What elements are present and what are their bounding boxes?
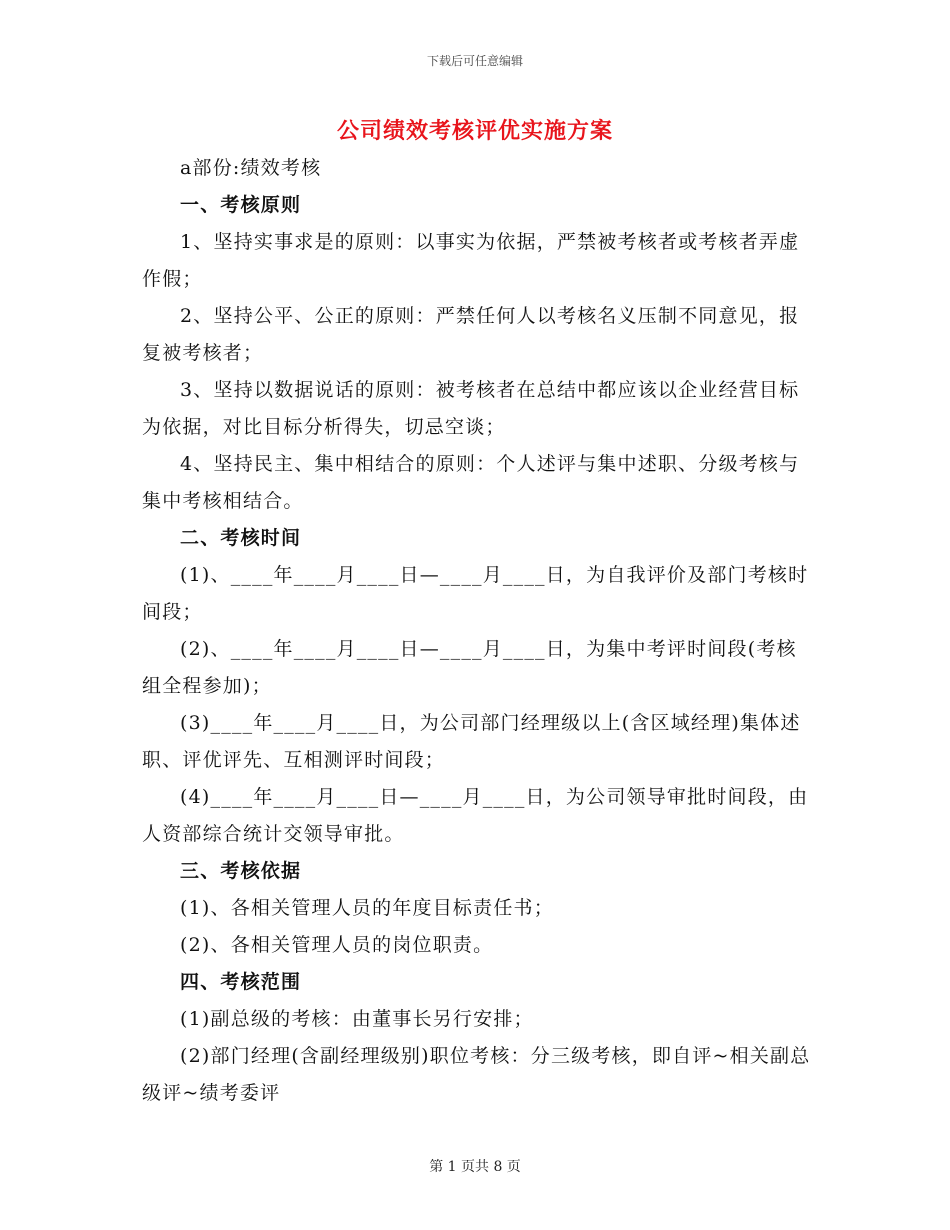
body-paragraph: (2)、各相关管理人员的岗位职责。 xyxy=(180,934,494,956)
page-header-note: 下载后可任意编辑 xyxy=(426,54,523,68)
section-heading: 四、考核范围 xyxy=(180,971,302,993)
body-paragraph: (1)副总级的考核：由董事长另行安排； xyxy=(180,1008,534,1030)
body-paragraph: (1)、____年____月____日—____月____日，为自我评价及部门考核时间段； xyxy=(142,564,809,623)
section-heading: 二、考核时间 xyxy=(180,527,302,549)
section-heading: 三、考核依据 xyxy=(180,860,302,882)
body-paragraph: (1)、各相关管理人员的年度目标责任书； xyxy=(180,897,554,919)
body-paragraph: 3、坚持以数据说话的原则：被考核者在总结中都应该以企业经营目标为依据，对比目标分析得失，切忌空谈； xyxy=(142,379,800,438)
body-paragraph: (2)部门经理(含副经理级别)职位考核：分三级考核，即自评~相关副总级评~绩考委评 xyxy=(142,1045,811,1104)
body-paragraph: (4)____年____月____日—____月____日，为公司领导审批时间段，由人资部综合统计交领导审批。 xyxy=(142,786,809,845)
body-paragraph: (2)、____年____月____日—____月____日，为集中考评时间段(考核组全程参加)； xyxy=(142,638,797,697)
body-paragraph: 1、坚持实事求是的原则：以事实为依据，严禁被考核者或考核者弄虚作假； xyxy=(142,231,800,290)
document-title: 公司绩效考核评优实施方案 xyxy=(336,118,613,144)
section-heading: 一、考核原则 xyxy=(180,194,302,216)
body-paragraph: 2、坚持公平、公正的原则：严禁任何人以考核名义压制不同意见，报复被考核者； xyxy=(142,305,800,364)
body-paragraph: 4、坚持民主、集中相结合的原则：个人述评与集中述职、分级考核与集中考核相结合。 xyxy=(142,453,800,512)
page-footer: 第 1 页共 8 页 xyxy=(429,1159,521,1175)
document-body xyxy=(142,150,814,1112)
body-paragraph: (3)____年____月____日，为公司部门经理级以上(含区域经理)集体述职、评优评先、互相测评时间段； xyxy=(142,712,801,771)
body-paragraph: a部份:绩效考核 xyxy=(180,157,322,179)
